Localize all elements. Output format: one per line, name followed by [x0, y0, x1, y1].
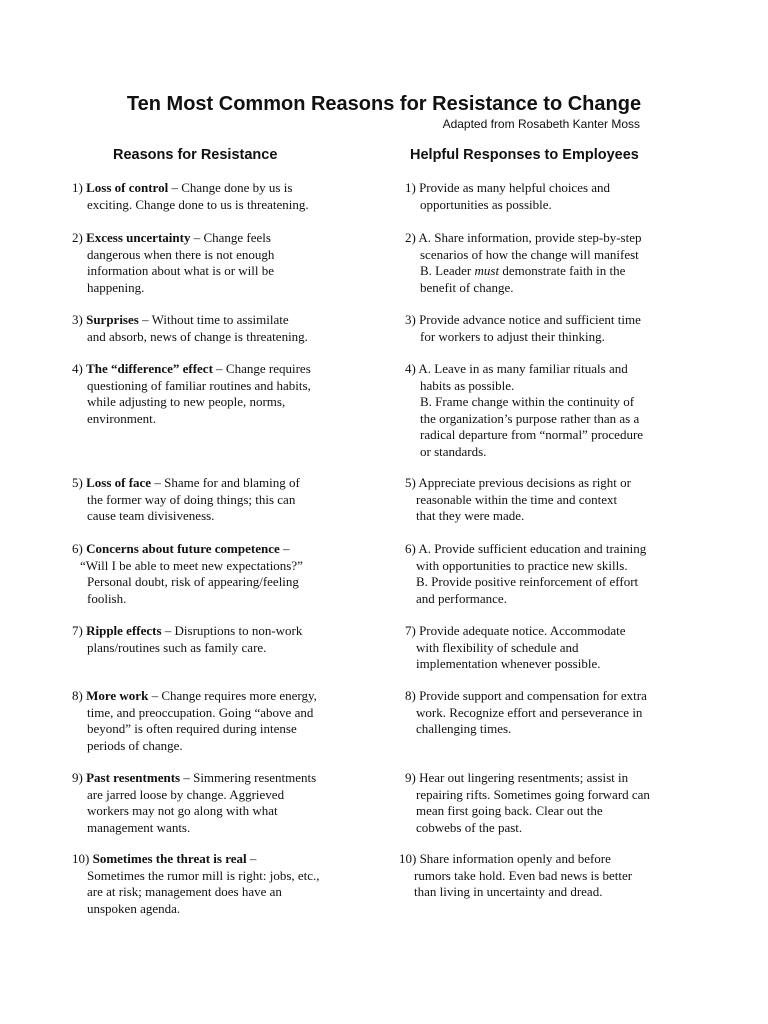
- response-item: 7) Provide adequate notice. Accommodate with flexibility of schedule and implementation whenever possible.: [405, 623, 626, 671]
- page-title: Ten Most Common Reasons for Resistance to Change: [126, 93, 642, 115]
- response-item: 3) Provide advance notice and sufficient time for workers to adjust their thinking.: [405, 312, 641, 344]
- reason-item: 7) Ripple effects – Disruptions to non-work plans/routines such as family care.: [72, 623, 303, 655]
- reason-item: 8) More work – Change requires more energy, time, and preoccupation. Going “above and beyond” is often required during intense periods of change.: [72, 688, 317, 753]
- response-item: 5) Appreciate previous decisions as right or reasonable within the time and context that they were made.: [405, 475, 631, 523]
- response-item: 1) Provide as many helpful choices and opportunities as possible.: [405, 180, 611, 212]
- reason-item: 10) Sometimes the threat is real – Sometimes the rumor mill is right: jobs, etc., are at risk; management does have an unspoken agenda.: [72, 851, 320, 916]
- response-item: 6) A. Provide sufficient education and training with opportunities to practice new skills. B. Provide positive reinforcement of effort and performance.: [405, 541, 647, 606]
- reason-item: 9) Past resentments – Simmering resentments are jarred loose by change. Aggrieved workers may not go along with what management wants.: [72, 770, 317, 835]
- response-item: 10) Share information openly and before rumors take hold. Even bad news is better than living in uncertainty and dread.: [399, 851, 633, 899]
- reason-item: 3) Surprises – Without time to assimilate and absorb, news of change is threatening.: [72, 312, 308, 344]
- response-item: 2) A. Share information, provide step-by-step scenarios of how the change will manifest B. Leader must demonstrate faith in the benefit of change.: [405, 230, 642, 295]
- response-item: 4) A. Leave in as many familiar rituals and habits as possible. B. Frame change within the continuity of the organization’s purpose rather than as a radical departure from “normal” procedure or standards.: [405, 361, 644, 459]
- attribution: Adapted from Rosabeth Kanter Moss: [442, 117, 640, 131]
- reasons-column-heading: Reasons for Resistance: [113, 147, 278, 163]
- reason-item: 5) Loss of face – Shame for and blaming of the former way of doing things; this can cause team divisiveness.: [72, 475, 300, 523]
- response-item: 9) Hear out lingering resentments; assist in repairing rifts. Sometimes going forward can mean first going back. Clear out the cobwebs of the past.: [405, 770, 650, 835]
- reason-item: 1) Loss of control – Change done by us is exciting. Change done to us is threatening.: [72, 180, 309, 212]
- reason-item: 2) Excess uncertainty – Change feels dangerous when there is not enough information about what is or will be happening.: [72, 230, 275, 295]
- reason-item: 4) The “difference” effect – Change requires questioning of familiar routines and habits, while adjusting to new people, norms, environment.: [72, 361, 311, 426]
- response-item: 8) Provide support and compensation for extra work. Recognize effort and perseverance in challenging times.: [405, 688, 647, 736]
- reason-item: 6) Concerns about future competence – “Will I be able to meet new expectations?” Personal doubt, risk of appearing/feeling foolish.: [72, 541, 303, 606]
- responses-column-heading: Helpful Responses to Employees: [410, 147, 639, 163]
